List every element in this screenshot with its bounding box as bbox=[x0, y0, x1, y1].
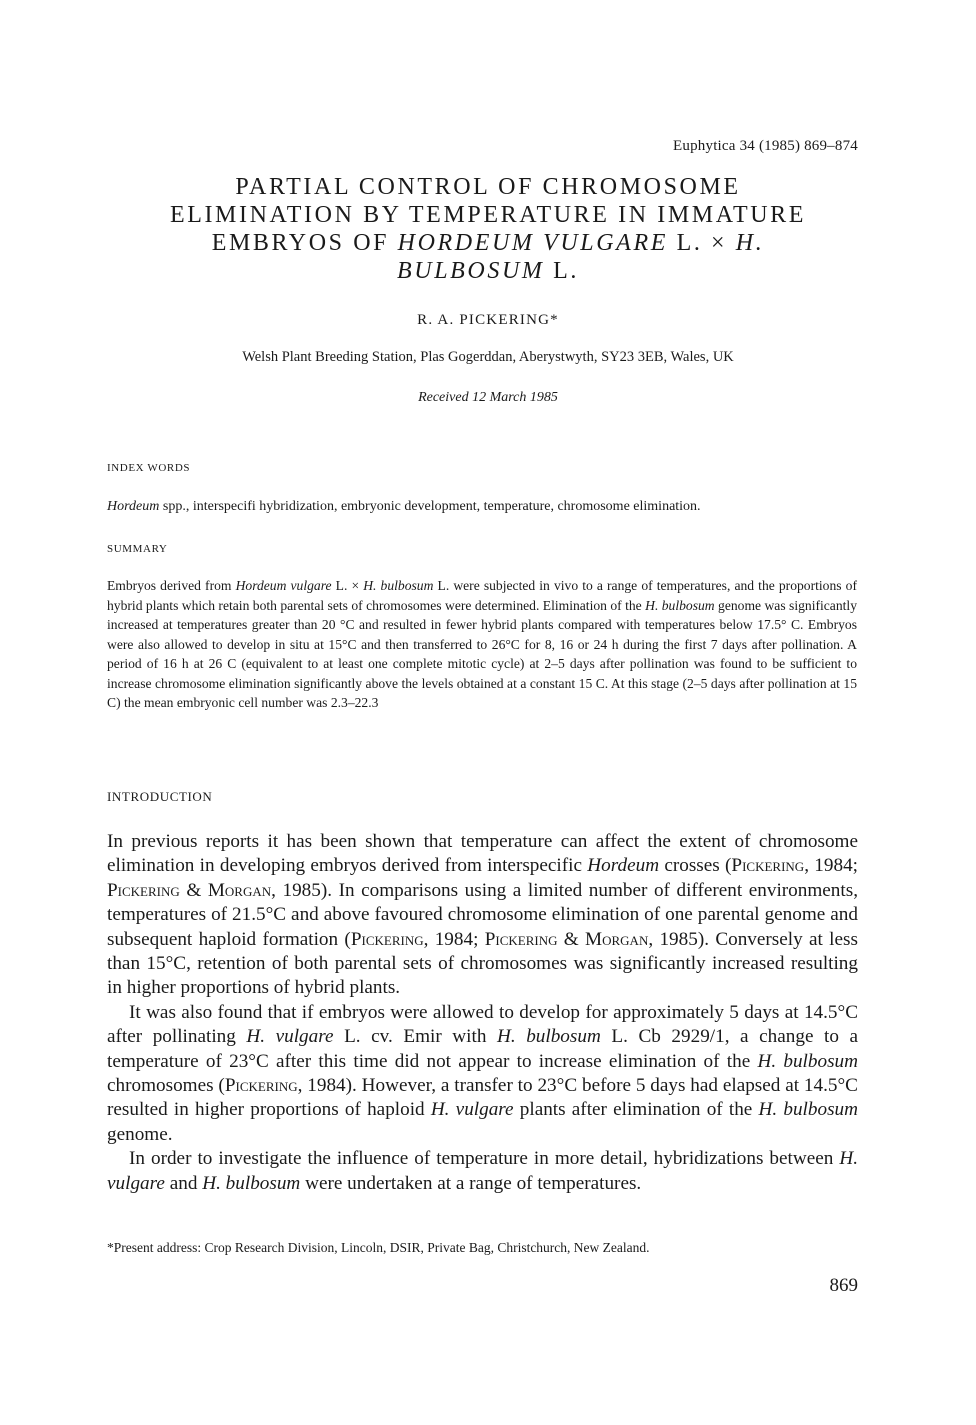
article-title bbox=[100, 173, 876, 285]
text-run: It was also found that if embryos were allowed to develop for approximately 5 days at 14.5°C after pollinating bbox=[107, 1001, 858, 1048]
summary-heading: SUMMARY bbox=[107, 543, 168, 555]
citation-author: Pickering bbox=[107, 879, 180, 901]
italic-run: Hordeum bbox=[587, 855, 660, 877]
title-line-1: PARTIAL CONTROL OF CHROMOSOME bbox=[235, 174, 741, 200]
author-affiliation: Welsh Plant Breeding Station, Plas Gogerddan, Aberystwyth, SY23 3EB, Wales, UK bbox=[242, 349, 734, 365]
summary-part: Embryos derived from bbox=[107, 578, 236, 593]
summary-text bbox=[107, 576, 857, 713]
italic-run: H. bulbosum bbox=[496, 1026, 601, 1048]
title-separator: L. × bbox=[667, 230, 736, 256]
index-words-list: spp., interspecifi hybridization, embryonic development, temperature, chromosome elimination. bbox=[159, 499, 701, 514]
summary-part: L. were subjected in vivo to a range of temperatures, and the proportions of hybrid plants which retain both parental sets of chromosomes were determined. Elimination of the bbox=[107, 578, 857, 613]
journal-citation: Euphytica 34 (1985) 869–874 bbox=[673, 138, 858, 154]
intro-paragraph-3 bbox=[107, 1147, 858, 1196]
citation-author: Pickering bbox=[731, 855, 805, 877]
italic-run: H. vulgare bbox=[246, 1026, 334, 1048]
index-genus: Hordeum bbox=[107, 499, 160, 514]
text-run: , 1984; bbox=[423, 928, 485, 950]
citation-author: Pickering bbox=[350, 928, 424, 950]
summary-species: Hordeum vulgare bbox=[235, 578, 332, 593]
citation-author: Morgan bbox=[207, 879, 272, 901]
introduction-body bbox=[107, 830, 858, 1196]
text-run: were undertaken at a range of temperatures. bbox=[300, 1172, 642, 1194]
text-run: , 1984; bbox=[804, 855, 858, 877]
title-species-2-epithet: BULBOSUM bbox=[397, 258, 545, 284]
text-run: genome. bbox=[107, 1123, 173, 1145]
author-name: R. A. PICKERING* bbox=[417, 312, 559, 328]
summary-species: H. bulbosum bbox=[363, 578, 434, 593]
intro-paragraph-2 bbox=[107, 1001, 858, 1147]
title-suffix: L. bbox=[544, 258, 579, 284]
citation-author: Pickering bbox=[224, 1075, 298, 1097]
summary-species: H. bulbosum bbox=[645, 597, 715, 613]
text-run: In order to investigate the influence of temperature in more detail, hybridizations between bbox=[129, 1148, 840, 1170]
received-date: Received 12 March 1985 bbox=[418, 390, 558, 405]
text-run: & bbox=[557, 928, 586, 950]
text-run: L. Cb 2929/1, a change to a temperature of 23°C after this time did not appear to increase elimination of the bbox=[107, 1026, 859, 1072]
italic-run: H. bulbosum bbox=[202, 1172, 301, 1194]
index-words-text bbox=[107, 499, 857, 515]
title-species-2-genus: H. bbox=[735, 230, 765, 256]
text-run: L. cv. Emir with bbox=[333, 1026, 497, 1048]
text-run: , 1984). However, a transfer to 23°C before 5 days had elapsed at 14.5°C resulted in higher proportions of haploid bbox=[107, 1075, 858, 1121]
page-number: 869 bbox=[829, 1275, 858, 1296]
summary-part: L. × bbox=[331, 578, 364, 593]
title-species-1: HORDEUM VULGARE bbox=[397, 230, 668, 256]
citation-author: Pickering bbox=[484, 928, 558, 950]
italic-run: H. bulbosum bbox=[757, 1050, 858, 1072]
text-run: and bbox=[164, 1172, 203, 1194]
italic-run: H. vulgare bbox=[430, 1099, 514, 1121]
author-footnote: *Present address: Crop Research Division, Lincoln, DSIR, Private Bag, Christchurch, New Zealand. bbox=[107, 1240, 650, 1255]
intro-paragraph-1 bbox=[107, 830, 858, 1001]
citation-author: Morgan bbox=[585, 928, 649, 950]
italic-run: H. bulbosum bbox=[758, 1099, 858, 1121]
text-run: crosses ( bbox=[659, 855, 732, 877]
title-line-2: ELIMINATION BY TEMPERATURE IN IMMATURE bbox=[169, 202, 807, 228]
text-run: In previous reports it has been shown that temperature can affect the extent of chromosome elimination in developing embryos derived from interspecific bbox=[107, 831, 858, 877]
summary-part: genome was significantly increased at temperatures greater than 20 °C and resulted in fewer hybrid plants compared with temperatures below 17.5° C. Embryos were also allowed to develop in situ at 15°C and then transferred to 26°C for 8, 16 or 24 h during the first 7 days after pollination. A period of 16 h at 26 C (equivalent to at least one complete mitotic cycle) at 2–5 days after pollination was found to be sufficient to increase chromosome elimination significantly above the levels obtained at a constant 15 C. At this stage (2–5 days after pollination at 15 C) the mean embryonic cell number was 2.3–22.3 bbox=[107, 597, 857, 710]
text-run: , 1985). In comparisons using a limited number of different environments, temperatures of 21.5°C and above favoured chromosome elimination of one parental genome and subsequent haploid formation ( bbox=[107, 879, 858, 950]
text-run: chromosomes ( bbox=[107, 1075, 225, 1097]
introduction-heading: INTRODUCTION bbox=[107, 789, 213, 804]
italic-run: H. vulgare bbox=[107, 1148, 858, 1194]
text-run: plants after elimination of the bbox=[513, 1099, 759, 1121]
text-run: , 1985). Conversely at less than 15°C, retention of both parental sets of chromosomes was significantly increased resulting in higher proportions of hybrid plants. bbox=[107, 928, 858, 999]
index-words-heading: INDEX WORDS bbox=[107, 462, 191, 474]
text-run: & bbox=[179, 879, 208, 901]
title-line-3-prefix: EMBRYOS OF bbox=[211, 230, 398, 256]
